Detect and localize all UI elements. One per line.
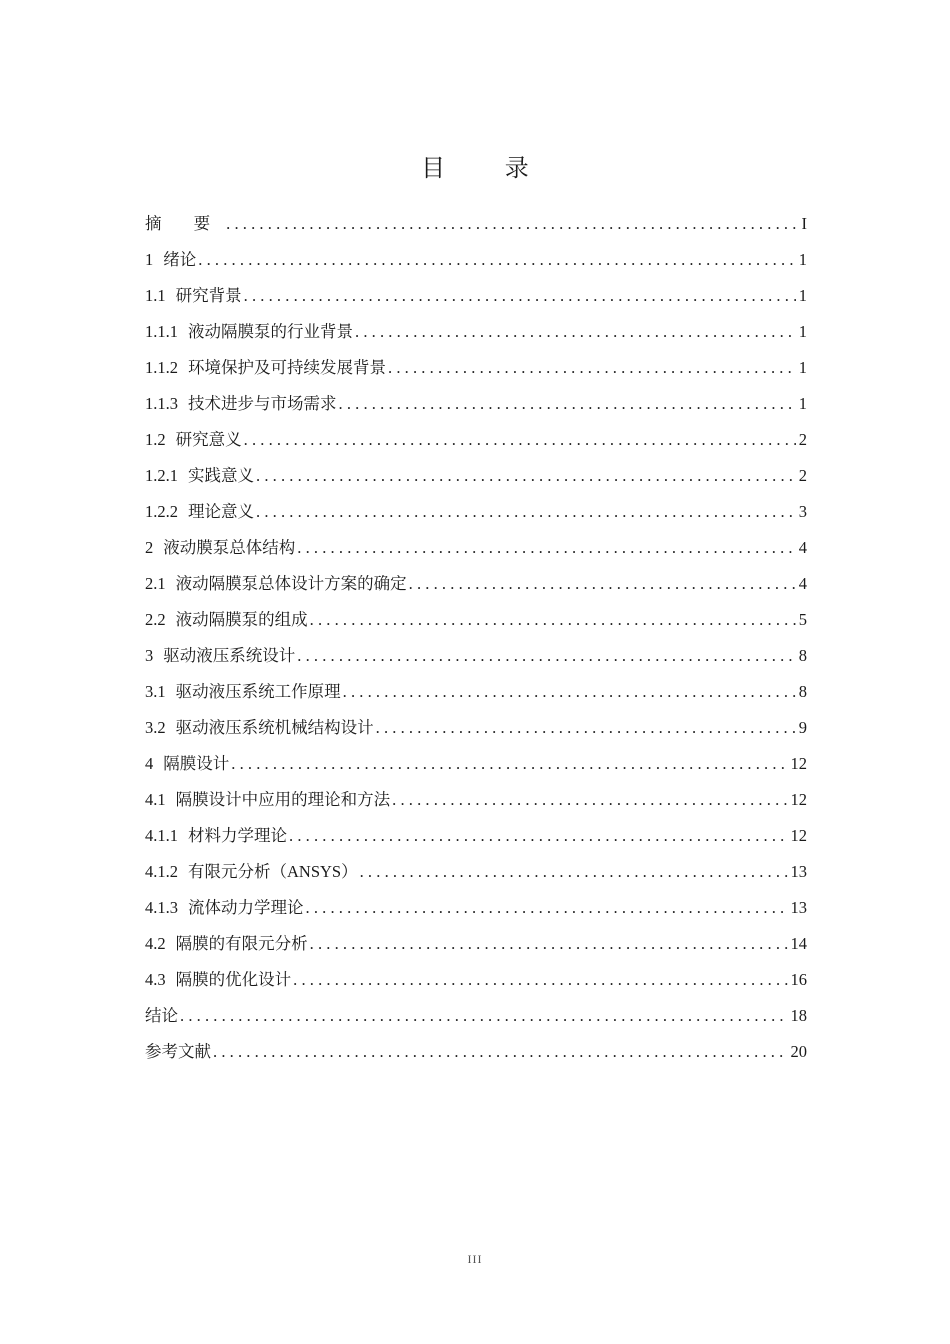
toc-entry[interactable] [145, 462, 807, 498]
toc-entry[interactable] [145, 750, 807, 786]
toc-entry[interactable] [145, 390, 807, 426]
toc-entry-page: 18 [790, 1006, 807, 1025]
toc-entry-label: 绪论 [163, 250, 197, 269]
toc-entry-number: 3 [145, 646, 154, 665]
table-of-contents [145, 210, 807, 1074]
toc-entry-label: 研究背景 [175, 286, 242, 305]
toc-entry-number: 4 [145, 754, 154, 773]
page-number: III [467, 1252, 483, 1266]
toc-entry-page: 13 [790, 862, 807, 881]
toc-entry-page: 2 [798, 430, 807, 449]
toc-leader-dots [180, 1006, 788, 1026]
toc-leader-dots [244, 286, 796, 306]
toc-entry-page: 20 [790, 1042, 807, 1061]
toc-entry-number: 2 [145, 538, 154, 557]
toc-leader-dots [226, 214, 798, 234]
toc-entry-label: 摘 要 [145, 214, 225, 233]
toc-entry-label: 理论意义 [188, 502, 254, 521]
toc-entry-label: 结论 [145, 1006, 178, 1025]
toc-entry-number: 1 [145, 250, 154, 269]
toc-entry-page: 1 [798, 250, 807, 269]
toc-leader-dots [293, 970, 787, 990]
toc-entry-page: 16 [790, 970, 807, 989]
toc-entry[interactable] [145, 1038, 807, 1074]
toc-entry-label: 隔膜设计中应用的理论和方法 [175, 790, 391, 809]
toc-entry-label: 研究意义 [175, 430, 242, 449]
toc-entry-label: 隔膜的有限元分析 [175, 934, 308, 953]
toc-entry[interactable] [145, 606, 807, 642]
toc-entry-number: 1.1.1 [145, 322, 178, 341]
toc-entry-number: 3.2 [145, 718, 166, 737]
toc-entry[interactable] [145, 642, 807, 678]
toc-leader-dots [343, 682, 796, 702]
toc-entry-page: 3 [798, 502, 807, 521]
toc-entry-number: 2.2 [145, 610, 166, 629]
toc-entry[interactable] [145, 426, 807, 462]
toc-leader-dots [310, 934, 788, 954]
toc-entry[interactable] [145, 858, 807, 894]
toc-leader-dots [360, 862, 788, 882]
toc-entry[interactable] [145, 678, 807, 714]
toc-entry-label: 实践意义 [188, 466, 254, 485]
toc-entry-label: 隔膜的优化设计 [175, 970, 292, 989]
toc-entry-label: 驱动液压系统工作原理 [175, 682, 341, 701]
toc-entry-number: 1.1.2 [145, 358, 178, 377]
toc-entry[interactable] [145, 210, 807, 246]
toc-entry-page: 1 [798, 286, 807, 305]
toc-leader-dots [256, 502, 796, 522]
toc-entry-page: 12 [790, 826, 807, 845]
toc-leader-dots [297, 646, 796, 666]
toc-entry-page: 14 [790, 934, 807, 953]
toc-entry[interactable] [145, 246, 807, 282]
toc-entry-page: 5 [798, 610, 807, 629]
toc-leader-dots [388, 358, 796, 378]
toc-entry-number: 4.1 [145, 790, 166, 809]
toc-leader-dots [198, 250, 796, 270]
toc-entry-number: 1.2.1 [145, 466, 178, 485]
toc-entry[interactable] [145, 318, 807, 354]
toc-entry-number: 1.1 [145, 286, 166, 305]
toc-entry[interactable] [145, 822, 807, 858]
toc-entry-label: 技术进步与市场需求 [188, 394, 337, 413]
toc-entry-label: 流体动力学理论 [188, 898, 304, 917]
toc-leader-dots [289, 826, 788, 846]
toc-entry[interactable] [145, 498, 807, 534]
toc-entry-label: 液动隔膜泵的行业背景 [188, 322, 353, 341]
toc-entry-page: 8 [798, 646, 807, 665]
toc-entry-number: 3.1 [145, 682, 166, 701]
toc-entry[interactable] [145, 570, 807, 606]
toc-entry-page: 1 [798, 358, 807, 377]
toc-entry-label: 液动隔膜泵总体设计方案的确定 [175, 574, 407, 593]
toc-entry-number: 4.1.1 [145, 826, 178, 845]
toc-entry-label: 隔膜设计 [163, 754, 230, 773]
toc-entry[interactable] [145, 966, 807, 1002]
toc-entry-label: 驱动液压系统机械结构设计 [175, 718, 374, 737]
toc-entry-number: 4.3 [145, 970, 166, 989]
page-title: 目 录 [421, 154, 555, 182]
toc-leader-dots [306, 898, 788, 918]
toc-entry-label: 有限元分析（ANSYS） [188, 862, 358, 881]
toc-entry-label: 环境保护及可持续发展背景 [188, 358, 386, 377]
toc-entry[interactable] [145, 354, 807, 390]
toc-entry[interactable] [145, 714, 807, 750]
toc-entry-page: 9 [798, 718, 807, 737]
toc-entry-page: I [801, 214, 807, 233]
toc-leader-dots [376, 718, 796, 738]
toc-leader-dots [231, 754, 787, 774]
toc-entry-label: 液动膜泵总体结构 [163, 538, 296, 557]
toc-entry-label: 驱动液压系统设计 [163, 646, 296, 665]
toc-leader-dots [409, 574, 796, 594]
toc-leader-dots [244, 430, 796, 450]
toc-entry-page: 4 [798, 574, 807, 593]
toc-entry-label: 材料力学理论 [188, 826, 287, 845]
toc-entry-page: 1 [798, 322, 807, 341]
toc-entry-page: 2 [798, 466, 807, 485]
toc-leader-dots [213, 1042, 788, 1062]
toc-entry-page: 4 [798, 538, 807, 557]
toc-entry-label: 参考文献 [145, 1042, 211, 1061]
toc-entry[interactable] [145, 282, 807, 318]
toc-entry-page: 1 [798, 394, 807, 413]
toc-leader-dots [256, 466, 796, 486]
toc-entry-number: 2.1 [145, 574, 166, 593]
toc-entry[interactable] [145, 1002, 807, 1038]
toc-entry-page: 12 [790, 754, 807, 773]
toc-entry-number: 4.1.3 [145, 898, 178, 917]
toc-leader-dots [310, 610, 796, 630]
toc-leader-dots [339, 394, 796, 414]
toc-entry[interactable] [145, 894, 807, 930]
toc-entry[interactable] [145, 534, 807, 570]
toc-entry-page: 8 [798, 682, 807, 701]
toc-leader-dots [392, 790, 787, 810]
toc-entry-page: 12 [790, 790, 807, 809]
toc-entry-page: 13 [790, 898, 807, 917]
toc-entry[interactable] [145, 786, 807, 822]
toc-leader-dots [355, 322, 796, 342]
toc-entry-number: 1.2 [145, 430, 166, 449]
toc-entry-number: 4.2 [145, 934, 166, 953]
toc-entry[interactable] [145, 930, 807, 966]
toc-entry-number: 4.1.2 [145, 862, 178, 881]
toc-entry-label: 液动隔膜泵的组成 [175, 610, 308, 629]
toc-entry-number: 1.1.3 [145, 394, 178, 413]
toc-leader-dots [297, 538, 796, 558]
toc-entry-number: 1.2.2 [145, 502, 178, 521]
